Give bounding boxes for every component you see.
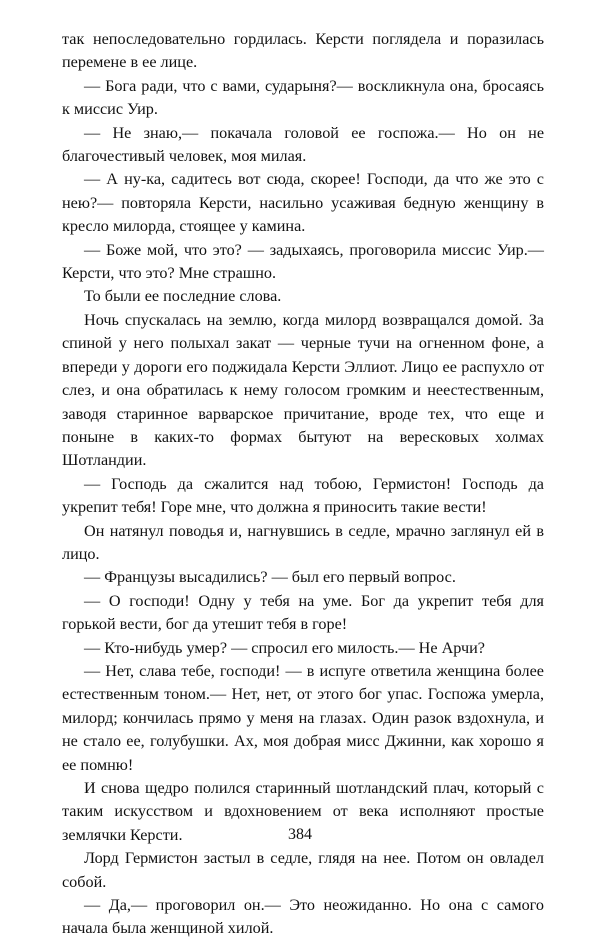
paragraph: Лорд Гермистон застыл в седле, глядя на нее. Потом он овладел собой.	[62, 849, 544, 891]
paragraph-dialogue: — Не знаю,— покачала головой ее госпожа.— Но он не благочестивый человек, моя милая.	[62, 123, 544, 166]
paragraph: То были ее последние слова.	[84, 287, 282, 306]
paragraph: Ночь спускалась на землю, когда милорд возвращался домой. За спиной у него полыхал закат — черные тучи на огненном фоне, а впереди у дороги его поджидала Керсти Эллиот. Лицо ее распухло от слез, и она обратилась к нему голосом громким и неестественным, заводя старинное варварское причитание, вроде тех, что еще и поныне в каких-то формах бытуют на вересковых холмах Шотландии.	[62, 310, 544, 470]
paragraph: Он натянул поводья и, нагнувшись в седле, мрачно заглянул ей в лицо.	[62, 521, 544, 563]
page-number: 384	[288, 826, 312, 843]
paragraph-dialogue: — Кто-нибудь умер? — спросил его милость.— Не Арчи?	[84, 638, 485, 657]
paragraph-continuation: так непоследовательно гордилась. Керсти поглядела и поразилась перемене в ее лице.	[62, 30, 544, 72]
page-body	[62, 28, 544, 941]
paragraph: И снова щедро полился старинный шотландский плач, который с таким искусством и вдохновением от века исполняют простые землячки Керсти.	[62, 779, 544, 844]
paragraph-dialogue: — О господи! Одну у тебя на уме. Бог да укрепит тебя для горькой вести, бог да утешит тебя в горе!	[62, 591, 544, 634]
paragraph-dialogue: — А ну-ка, садитесь вот сюда, скорее! Господи, да что же это с нею?— повторяла Керсти, насильно усаживая бедную женщину в кресло милорда, стоящее у камина.	[62, 170, 544, 236]
paragraph-dialogue: — Боже мой, что это? — задыхаясь, проговорила миссис Уир.— Керсти, что это? Мне страшно.	[62, 240, 544, 283]
paragraph-dialogue: — Бога ради, что с вами, сударыня?— воскликнула она, бросаясь к миссис Уир.	[62, 76, 544, 119]
paragraph-dialogue: — Да,— проговорил он.— Это неожиданно. Но она с самого начала была женщиной хилой.	[62, 896, 544, 938]
paragraph-dialogue: — Нет, слава тебе, господи! — в испуге ответила женщина более естественным тоном.— Нет, нет, от этого бог упас. Госпожа умерла, милорд; кончилась прямо у меня на глазах. Один разок вздохнула, и не стало ее, голубушки. Ах, моя добрая мисс Джинни, как хорошо я ее помню!	[62, 661, 544, 774]
paragraph-dialogue: — Господь да сжалится над тобою, Гермистон! Господь да укрепит тебя! Горе мне, что должна я приносить такие вести!	[62, 474, 544, 517]
paragraph-dialogue: — Французы высадились? — был его первый вопрос.	[84, 568, 456, 587]
